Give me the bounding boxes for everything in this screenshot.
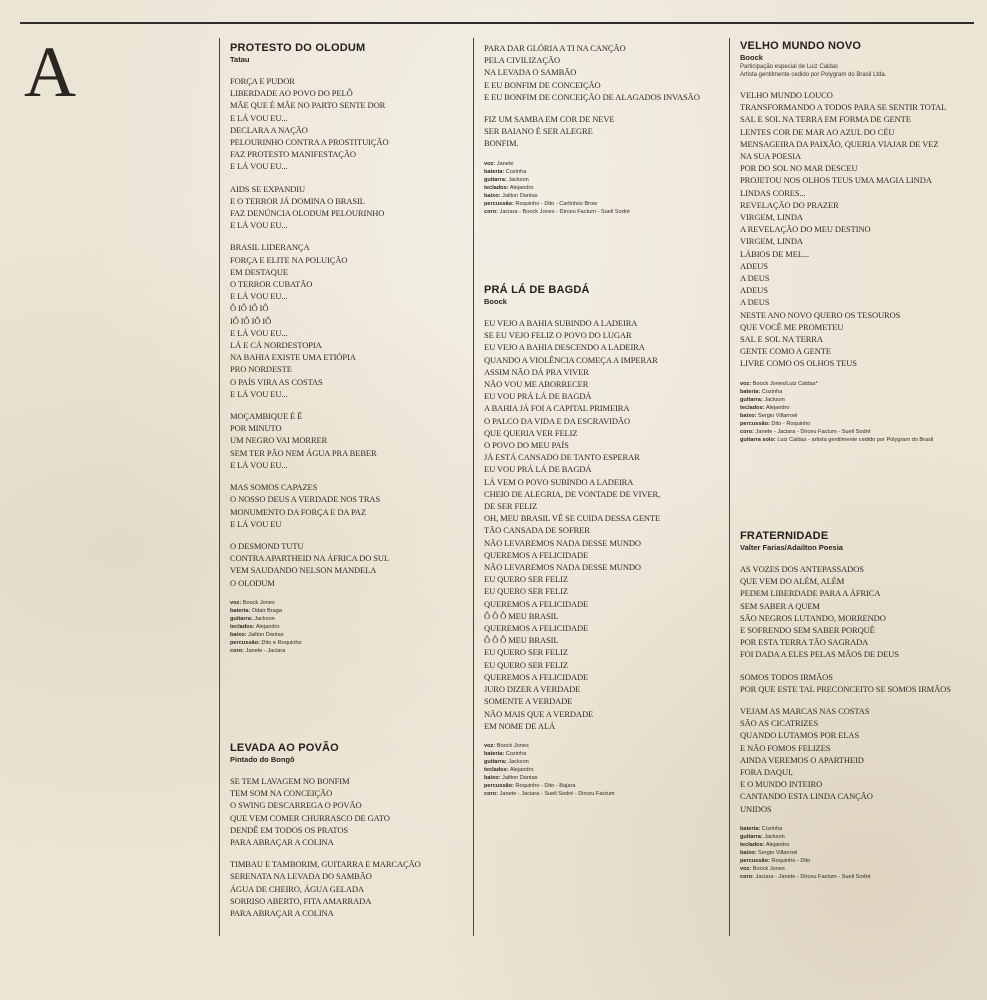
lyric-line: QUE QUERIA VER FELIZ	[484, 427, 578, 438]
credit-names: Dito - Roquinho	[771, 421, 811, 428]
lyric-line: MOÇAMBIQUE É Ê	[230, 411, 303, 422]
song-levada-ao-povao	[230, 742, 467, 919]
lyric-line: BRASIL LIDERANÇA	[230, 242, 310, 253]
lyric-line: UM NEGRO VAI MORRER	[230, 435, 328, 446]
lyric-line: SAL E SOL NA TERRA EM FORMA DE GENTE	[740, 114, 911, 125]
credit-names: Sergio Villarroel	[758, 413, 798, 420]
lyric-line: AINDA VEREMOS O APARTHEID	[740, 754, 864, 765]
lyric-line: SAL E SOL NA TERRA	[740, 334, 823, 345]
credit-role: guitarra:	[740, 396, 763, 403]
stanza	[484, 113, 721, 150]
credit-names: Jackson	[254, 615, 275, 622]
lyric-line: LINDAS CORES...	[740, 187, 806, 198]
credit-role: coro:	[484, 791, 498, 798]
credit-line	[740, 841, 975, 849]
lyric-line: NA BAHIA EXISTE UMA ETIÓPIA	[230, 352, 356, 363]
lyric-line: NÃO VOU ME ABORRECER	[484, 379, 589, 390]
lyric-line: MONUMENTO DA FORÇA E DA PAZ	[230, 506, 366, 517]
credit-names: Alejandro	[765, 404, 790, 411]
lyrics	[740, 89, 975, 370]
lyric-line: VELHO MUNDO LOUCO	[740, 90, 833, 100]
lyric-line: ADEUS	[740, 260, 768, 271]
lyric-line: SÃO NEGROS LUTANDO, MORRENDO	[740, 612, 886, 623]
credit-role: teclados:	[230, 624, 255, 630]
lyric-line: EU VOU PRÁ LÁ DE BAGDÁ	[484, 391, 592, 402]
credit-line	[230, 615, 467, 623]
lyric-line: DE SER FELIZ	[484, 501, 538, 512]
credit-line	[484, 184, 721, 192]
credit-line	[740, 857, 975, 865]
credit-names: Janete	[496, 160, 514, 167]
credit-role: teclados:	[740, 404, 765, 411]
lyric-line: E LÁ VOU EU...	[230, 220, 288, 231]
lyric-line: E EU BONFIM DE CONCEIÇÃO	[484, 79, 601, 90]
credit-names: Alejandro	[509, 767, 534, 774]
credit-names: Dito e Roquinho	[261, 640, 302, 647]
stanza	[230, 410, 467, 471]
lyric-line: O PAÍS VIRA AS COSTAS	[230, 376, 323, 387]
lyric-line: EM NOME DE ALÁ	[484, 720, 556, 731]
song-protesto-do-olodum	[230, 42, 467, 655]
lyric-line: QUEREMOS A FELICIDADE	[484, 623, 589, 634]
lyric-line: QUANDO LUTAMOS POR ELAS	[740, 730, 860, 741]
lyric-line: JÁ ESTÁ CANSADO DE TANTO ESPERAR	[484, 452, 640, 463]
lyric-line: VEM SAUDANDO NELSON MANDELA	[230, 565, 377, 576]
lyric-line: SERENATA NA LEVADA DO SAMBÃO	[230, 871, 372, 882]
lyric-line: VEJAM AS MARCAS NAS COSTAS	[740, 706, 870, 717]
lyric-line: CONTRA APARTHEID NA ÁFRICA DO SUL	[230, 553, 390, 564]
lyrics	[484, 317, 721, 732]
column-1	[219, 38, 471, 936]
song-title: LEVADA AO POVÃO	[230, 742, 339, 754]
credit-line	[740, 428, 975, 436]
lyric-line: REVELAÇÃO DO PRAZER	[740, 199, 839, 210]
credit-role: guitarra:	[740, 833, 763, 840]
credit-names: Jackson	[508, 759, 529, 766]
song-author: Boock	[484, 297, 507, 306]
credit-line	[484, 750, 721, 758]
lyric-line: OH, MEU BRASIL VÊ SE CUIDA DESSA GENTE	[484, 513, 661, 524]
credit-names: Cozinha	[761, 388, 783, 395]
lyric-line: E LÁ VOU EU...	[230, 112, 288, 123]
lyric-line: QUE VEM COMER CHURRASCO DE GATO	[230, 812, 390, 823]
credit-role: teclados:	[484, 184, 509, 191]
credit-names: Jailton Dantas	[502, 193, 538, 199]
credit-line	[484, 790, 721, 798]
stanza	[230, 540, 467, 589]
credit-names: Sergio Villarroel	[758, 850, 798, 857]
credit-names: Cozinha	[505, 168, 527, 175]
credit-role: bateria:	[230, 607, 251, 614]
stanza	[230, 775, 467, 848]
lyric-line: Ô Ô Ô MEU BRASIL	[484, 610, 559, 621]
credit-role: guitarra:	[484, 759, 507, 766]
lyric-line: PROJETOU NOS OLHOS TEUS UMA MAGIA LINDA	[740, 175, 932, 186]
credits	[484, 742, 721, 799]
lyric-line: SÃO AS CICATRIZES	[740, 718, 819, 729]
lyric-line: FIZ UM SAMBA EM COR DE NEVE	[484, 114, 615, 125]
credit-names: Jailton Dantas	[502, 775, 538, 782]
credit-names: Janete - Jaciara	[245, 648, 286, 655]
credit-names: Roquinho - Dito	[771, 858, 811, 865]
lyric-line: QUEREMOS A FELICIDADE	[484, 549, 589, 560]
lyric-line: Ô IÔ IÔ IÔ	[230, 303, 269, 314]
song-levada-ao-povao-continued	[484, 32, 721, 216]
credit-line	[484, 782, 721, 790]
lyric-line: FORÇA E PUDOR	[230, 76, 295, 86]
credit-names: Jaciara - Boock Jones - Dirceu Factum - Sueli Sodré	[499, 209, 630, 216]
lyric-line: FOI DADA A ELES PELAS MÃOS DE DEUS	[740, 649, 899, 660]
lyric-line: IÔ IÔ IÔ IÔ	[230, 315, 272, 326]
stanza	[230, 241, 467, 400]
credit-line	[484, 160, 721, 168]
lyric-line: LIVRE COMO OS OLHOS TEUS	[740, 358, 857, 369]
lyric-line: JURO DIZER A VERDADE	[484, 684, 581, 695]
credit-names: Boock Jones/Luiz Caldas*	[752, 380, 818, 387]
credit-line	[484, 766, 721, 774]
credit-names: Luiz Caldas - artista gentilmente cedido por Polygram do Brasil	[777, 437, 934, 444]
credit-names: Odair Braga	[251, 607, 282, 614]
lyric-line: O DESMOND TUTU	[230, 540, 304, 551]
lyric-line: PELA CIVILIZAÇÃO	[484, 55, 561, 66]
credit-role: coro:	[740, 874, 754, 881]
song-author: Valter Farias/Adailton Poesia	[740, 543, 843, 552]
credit-role: guitarra:	[230, 615, 253, 622]
lyric-line: NÃO LEVAREMOS NADA DESSE MUNDO	[484, 537, 641, 548]
credit-names: Jackson	[764, 396, 785, 403]
lyric-line: TRANSFORMANDO A TODOS PARA SE SENTIR TOTAL	[740, 102, 947, 113]
lyric-line: E LÁ VOU EU...	[230, 161, 288, 172]
column-3	[729, 38, 979, 936]
stanza	[740, 705, 975, 815]
song-note: Artista gentilmente cedido por Polygram do Brasil Ltda.	[740, 72, 887, 78]
credit-role: voz:	[484, 160, 496, 167]
credit-line	[740, 873, 975, 881]
lyrics	[230, 775, 467, 919]
lyric-line: CHEIO DE ALEGRIA, DE VONTADE DE VIVER,	[484, 488, 661, 499]
lyric-line: EU VOU PRÁ LÁ DE BAGDÁ	[484, 464, 592, 475]
song-note: Participação especial de Luiz Caldas	[740, 64, 839, 70]
lyric-line: GENTE COMO A GENTE	[740, 346, 831, 357]
lyric-line: O TERROR CUBATÃO	[230, 279, 313, 290]
lyric-line: QUANDO A VIOLÊNCIA COMEÇA A IMPERAR	[484, 354, 658, 365]
lyric-line: FAZ DENÚNCIA OLODUM PELOURINHO	[230, 208, 385, 219]
credit-names: Janete - Jaciara - Sueli Sodré - Dirceu Factum	[499, 791, 615, 798]
credit-role: bateria:	[484, 751, 505, 757]
lyric-line: A BAHIA JÁ FOI A CAPITAL PRIMEIRA	[484, 403, 630, 414]
credit-line	[740, 833, 975, 841]
credit-line	[484, 168, 721, 176]
credit-line	[230, 623, 467, 631]
song-author: Pintado do Bongô	[230, 755, 295, 764]
lyric-line: AS VOZES DOS ANTEPASSADOS	[740, 564, 864, 574]
credit-role: percussão:	[740, 858, 770, 865]
credit-role: voz:	[484, 742, 496, 749]
credit-names: Boock Jones	[496, 742, 529, 749]
credit-role: voz:	[740, 866, 752, 873]
credit-line	[740, 865, 975, 873]
credit-names: Alejandro	[255, 624, 280, 630]
credit-role: bateria:	[484, 168, 505, 175]
credit-line	[230, 631, 467, 639]
credit-line	[740, 412, 975, 420]
lyric-line: MENSAGEIRA DA PAIXÃO, QUERIA VIAJAR DE VEZ	[740, 138, 939, 149]
lyric-line: ASSIM NÃO DÁ PRA VIVER	[484, 366, 589, 377]
lyric-line: LÁ VEM O POVO SUBINDO A LADEIRA	[484, 476, 634, 487]
credit-names: Boock Jones	[242, 599, 275, 606]
credit-role: baixo:	[230, 632, 247, 639]
credit-names: Boock Jones	[752, 866, 785, 873]
lyric-line: POR ESTA TERRA TÃO SAGRADA	[740, 637, 869, 648]
lyric-line: QUEREMOS A FELICIDADE	[484, 598, 589, 609]
lyric-line: O NOSSO DEUS A VERDADE NOS TRAS	[230, 494, 381, 505]
lyric-line: PRO NORDESTE	[230, 364, 292, 375]
lyric-line: QUEREMOS A FELICIDADE	[484, 671, 589, 682]
song-velho-mundo-novo	[740, 40, 975, 444]
lyric-line: TIMBAU E TAMBORIM, GUITARRA E MARCAÇÃO	[230, 859, 421, 870]
credit-line	[484, 208, 721, 216]
song-title: PRÁ LÁ DE BAGDÁ	[484, 284, 590, 296]
credit-role: teclados:	[484, 767, 509, 774]
column-2	[473, 38, 725, 936]
lyric-line: NA LEVADA O SAMBÃO	[484, 67, 577, 78]
song-title: VELHO MUNDO NOVO	[740, 40, 862, 52]
stanza	[484, 317, 721, 732]
stanza	[230, 481, 467, 530]
credit-line	[740, 825, 975, 833]
credit-line	[484, 774, 721, 782]
lyric-line: NÃO MAIS QUE A VERDADE	[484, 708, 594, 719]
credit-role: bateria:	[740, 388, 761, 395]
song-pra-la-de-bagda	[484, 284, 721, 799]
credit-role: bateria:	[740, 825, 761, 832]
lyric-line: FORA DAQUI,	[740, 767, 793, 778]
lyric-line: EU VEJO A BAHIA DESCENDO A LADEIRA	[484, 342, 645, 353]
credits	[740, 380, 975, 445]
credit-role: coro:	[230, 648, 244, 655]
lyric-line: E NÃO FOMOS FELIZES	[740, 742, 831, 753]
credit-line	[740, 396, 975, 404]
credit-names: Janete - Jaciara - Dirceu Factum - Sueli Sodré	[755, 429, 871, 436]
lyric-line: VIRGEM, LINDA	[740, 236, 803, 247]
lyric-line: A REVELAÇÃO DO MEU DESTINO	[740, 224, 871, 235]
lyric-line: NÃO LEVAREMOS NADA DESSE MUNDO	[484, 562, 641, 573]
song-author: Tatau	[230, 55, 250, 64]
lyric-line: EU QUERO SER FELIZ	[484, 659, 568, 670]
credit-role: percussão:	[740, 421, 770, 428]
song-fraternidade	[740, 530, 975, 882]
credit-names: Cozinha	[505, 751, 527, 757]
lyric-line: POR QUE ESTE TAL PRECONCEITO SE SOMOS IRMÃOS	[740, 683, 951, 694]
stanza	[230, 183, 467, 232]
lyric-line: SE TEM LAVAGEM NO BONFIM	[230, 776, 350, 786]
lyric-line: E O MUNDO INTEIRO	[740, 779, 823, 790]
lyric-line: EU QUERO SER FELIZ	[484, 574, 568, 585]
credit-line	[484, 758, 721, 766]
lyric-line: CANTANDO ESTA LINDA CANÇÃO	[740, 791, 873, 802]
side-letter: A	[24, 32, 76, 112]
lyric-line: E O TERROR JÁ DOMINA O BRASIL	[230, 195, 365, 206]
lyric-line: PEDEM LIBERDADE PARA A ÁFRICA	[740, 588, 881, 599]
lyric-line: O PALCO DA VIDA E DA ESCRAVIDÃO	[484, 415, 630, 426]
credit-role: teclados:	[740, 842, 765, 849]
credit-names: Alejandro	[509, 184, 534, 191]
lyric-line: PARA ABRAÇAR A COLINA	[230, 837, 334, 848]
credit-names: Alejandro	[765, 842, 790, 849]
lyric-line: SEM TER PÃO NEM ÁGUA PRA BEBER	[230, 447, 377, 458]
lyric-line: TÃO CANSADA DE SOFRER	[484, 525, 590, 536]
lyric-line: E LÁ VOU EU...	[230, 459, 288, 470]
lyric-line: AIDS SE EXPANDIU	[230, 183, 306, 194]
credit-line	[230, 607, 467, 615]
lyric-line: ADEUS	[740, 285, 768, 296]
credit-role: percussão:	[230, 640, 260, 647]
credit-role: baixo:	[740, 850, 757, 857]
lyric-line: E SOFRENDO SEM SABER PORQUÊ	[740, 625, 875, 636]
credit-role: percussão:	[484, 201, 514, 208]
credit-line	[484, 742, 721, 750]
credit-line	[230, 639, 467, 647]
credit-line	[740, 388, 975, 396]
credit-names: Jackson	[764, 833, 785, 840]
lyric-line: UNIDOS	[740, 803, 772, 814]
lyric-line: QUE VOCÊ ME PROMETEU	[740, 321, 844, 332]
credit-names: Roquinho - Dito - Bajara	[515, 783, 576, 790]
lyric-line: SOMOS TODOS IRMÃOS	[740, 671, 833, 682]
lyric-line: E EU BONFIM DE CONCEIÇÃO DE ALAGADOS INVASÃO	[484, 91, 700, 102]
song-title: FRATERNIDADE	[740, 530, 829, 542]
stanza	[740, 89, 975, 370]
lyric-line: PARA ABRAÇAR A COLINA	[230, 908, 334, 919]
credit-names: Jailton Dantas	[248, 632, 284, 639]
lyric-line: EM DESTAQUE	[230, 266, 288, 277]
credit-line	[484, 192, 721, 200]
lyric-line: SE EU VEJO FELIZ O POVO DO LUGAR	[484, 330, 632, 341]
lyric-line: DECLARA A NAÇÃO	[230, 124, 308, 135]
credit-line	[740, 420, 975, 428]
lyric-line: E LÁ VOU EU...	[230, 388, 288, 399]
credits	[230, 599, 467, 656]
lyric-line: EU QUERO SER FELIZ	[484, 647, 568, 658]
song-title: PROTESTO DO OLODUM	[230, 42, 366, 54]
credits	[484, 160, 721, 217]
credit-names: Jackson	[508, 176, 529, 183]
credit-line	[740, 404, 975, 412]
lyric-line: QUE VEM DO ALÉM, ALÉM	[740, 576, 845, 587]
credit-line	[740, 380, 975, 388]
lyrics	[484, 42, 721, 150]
credit-line	[740, 849, 975, 857]
lyric-line: A DEUS	[740, 297, 770, 308]
credit-line	[484, 200, 721, 208]
credits	[740, 825, 975, 882]
lyric-line: NESTE ANO NOVO QUERO OS TESOUROS	[740, 309, 901, 320]
stanza	[740, 671, 975, 695]
credit-names: Roquinho - Dito - Carlinhos Brow	[515, 201, 598, 208]
lyric-line: POR MINUTO	[230, 423, 282, 434]
song-author: Boock	[740, 53, 763, 62]
lyric-line: MAS SOMOS CAPAZES	[230, 482, 318, 493]
lyric-line: PARA DAR GLÓRIA A TI NA CANÇÃO	[484, 43, 626, 53]
credit-line	[484, 176, 721, 184]
top-rule	[20, 22, 974, 24]
lyric-line: E LÁ VOU EU	[230, 518, 282, 529]
credit-role: voz:	[230, 599, 242, 606]
lyric-line: SOMENTE A VERDADE	[484, 696, 573, 707]
lyric-line: A DEUS	[740, 273, 770, 284]
stanza	[230, 858, 467, 919]
lyric-line: ÁGUA DE CHEIRO, ÁGUA GELADA	[230, 883, 365, 894]
stanza	[740, 563, 975, 661]
stanza	[230, 75, 467, 173]
lyric-line: NA SUA POESIA	[740, 151, 802, 162]
credit-line	[230, 647, 467, 655]
lyric-line: LENTES COR DE MAR AO AZUL DO CÉU	[740, 126, 895, 137]
credit-role: baixo:	[484, 193, 501, 199]
lyric-line: LÁBIOS DE MEL...	[740, 248, 809, 259]
lyric-line: O OLODUM	[230, 577, 275, 588]
lyric-line: SORRISO ABERTO, FITA AMARRADA	[230, 895, 372, 906]
lyric-line: FORÇA E ELITE NA POLUIÇÃO	[230, 254, 348, 265]
lyric-line: EU QUERO SER FELIZ	[484, 586, 568, 597]
lyric-line: E LÁ VOU EU...	[230, 327, 288, 338]
stanza	[484, 42, 721, 103]
credit-role: coro:	[740, 429, 754, 436]
credit-role: coro:	[484, 209, 498, 216]
credit-role: guitarra solo:	[740, 437, 776, 444]
credit-names: Cozinha	[761, 825, 783, 832]
lyric-line: LÁ E CÁ NORDESTOPIA	[230, 340, 322, 351]
lyric-line: SEM SABER A QUEM	[740, 600, 820, 611]
lyric-line: BONFIM.	[484, 138, 519, 149]
credit-role: voz:	[740, 380, 752, 387]
credit-role: guitarra:	[484, 176, 507, 183]
lyric-line: POR DO SOL NO MAR DESCEU	[740, 163, 858, 174]
lyric-line: VIRGEM, LINDA	[740, 212, 803, 223]
credit-names: Jaciara - Janete - Dirceu Factum - Sueli Sodré	[755, 874, 871, 881]
credit-role: baixo:	[740, 413, 757, 420]
lyric-line: O POVO DO MEU PAÍS	[484, 440, 569, 451]
lyric-line: PELOURINHO CONTRA A PROSTITUIÇÃO	[230, 137, 389, 148]
lyric-line: SER BAIANO É SER ALEGRE	[484, 126, 593, 137]
credit-line	[230, 599, 467, 607]
lyric-line: FAZ PROTESTO MANIFESTAÇÃO	[230, 149, 356, 160]
credit-line	[740, 436, 975, 444]
lyric-line: O SWING DESCARREGA O POVÃO	[230, 800, 362, 811]
lyric-line: MÃE QUE É MÃE NO PARTO SENTE DOR	[230, 100, 386, 111]
lyric-line: EU VEJO A BAHIA SUBINDO A LADEIRA	[484, 318, 638, 328]
credit-role: percussão:	[484, 783, 514, 790]
lyric-line: Ô Ô Ô MEU BRASIL	[484, 635, 559, 646]
lyric-line: TEM SOM NA CONCEIÇÃO	[230, 788, 333, 799]
lyric-line: E LÁ VOU EU...	[230, 291, 288, 302]
lyrics	[740, 563, 975, 815]
credit-role: baixo:	[484, 775, 501, 782]
lyrics	[230, 75, 467, 589]
lyric-line: DENDÊ EM TODOS OS PRATOS	[230, 824, 349, 835]
lyric-line: LIBERDADE AO POVO DO PELÔ	[230, 88, 353, 99]
